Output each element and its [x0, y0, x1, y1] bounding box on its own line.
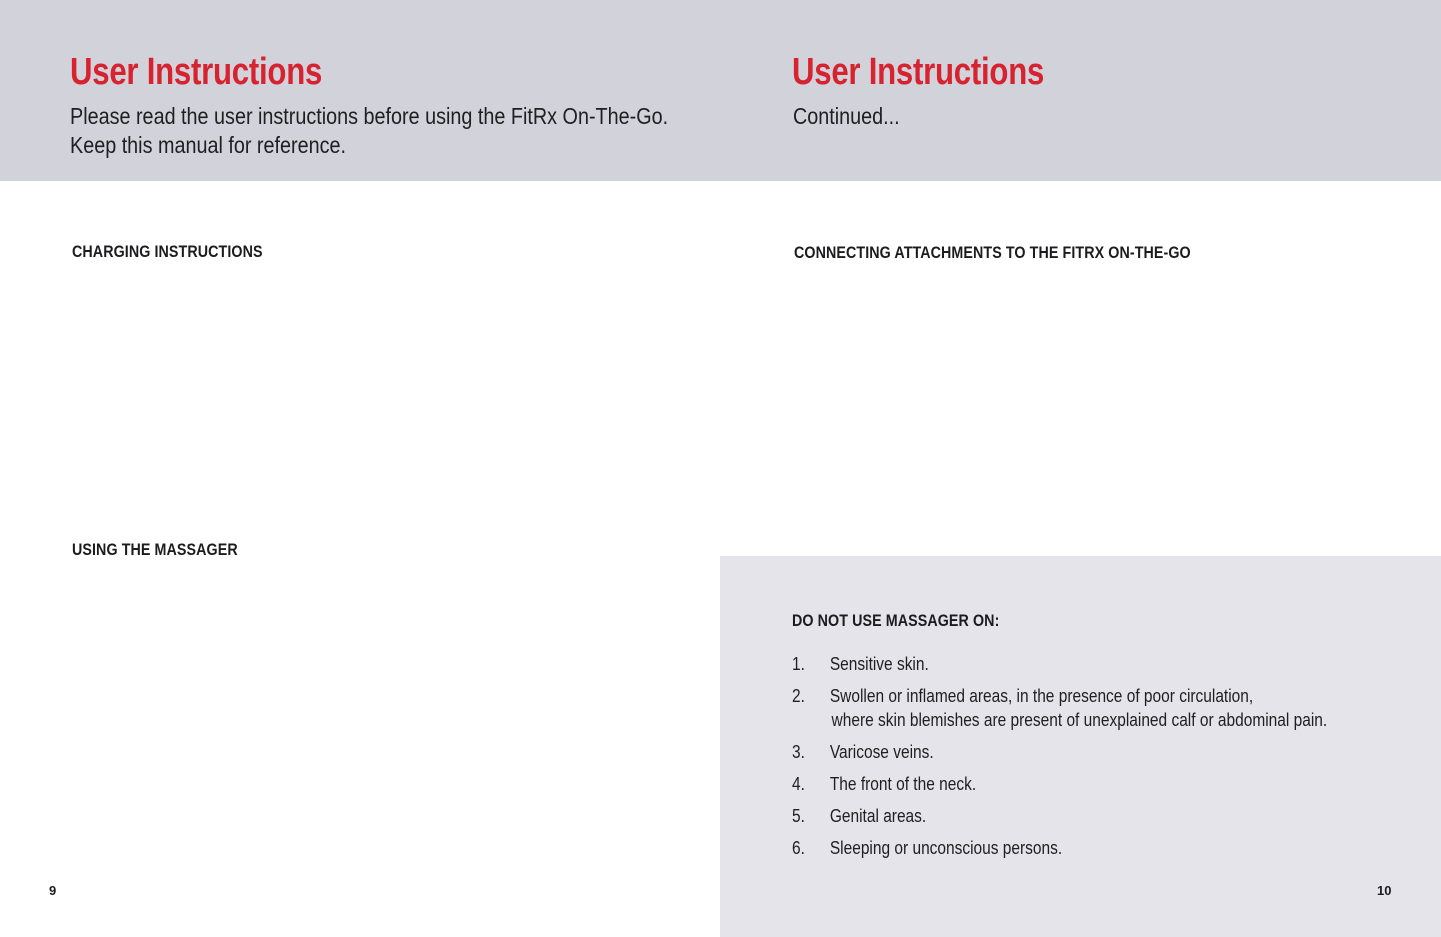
warning-item-text: Sleeping or unconscious persons.	[829, 838, 1063, 858]
intro-line-1-left: Please read the user instructions before using the FitRx On-The-Go.	[70, 103, 669, 129]
warning-item-text: Genital areas.	[829, 806, 927, 826]
intro-line-2-left: Keep this manual for reference.	[70, 132, 346, 158]
warning-item-text: The front of the neck.	[829, 774, 977, 794]
warning-item-text: Swollen or inflamed areas, in the presence of poor circulation,	[829, 686, 1254, 706]
page-title-left: User Instructions	[70, 51, 323, 93]
warning-item-number: 2.	[792, 686, 805, 706]
page-title-right: User Instructions	[792, 51, 1045, 93]
warning-item-number: 5.	[792, 806, 805, 826]
warning-heading: DO NOT USE MASSAGER ON:	[792, 611, 1000, 630]
warning-item-number: 3.	[792, 742, 805, 762]
warning-item-text-continued: where skin blemishes are present of unexplained calf or abdominal pain.	[831, 710, 1328, 730]
heading-connecting-attachments: CONNECTING ATTACHMENTS TO THE FITRX ON-THE-GO	[794, 243, 1191, 262]
page-number-left: 9	[49, 883, 57, 898]
warning-item-number: 4.	[792, 774, 805, 794]
heading-using-the-massager: USING THE MASSAGER	[72, 540, 238, 559]
intro-continued: Continued...	[793, 103, 900, 129]
page-number-right: 10	[1377, 883, 1392, 898]
warning-item-text: Sensitive skin.	[829, 654, 929, 674]
heading-charging-instructions: CHARGING INSTRUCTIONS	[72, 242, 263, 261]
warning-item-number: 6.	[792, 838, 805, 858]
warning-item-text: Varicose veins.	[829, 742, 934, 762]
warning-item-number: 1.	[792, 654, 805, 674]
